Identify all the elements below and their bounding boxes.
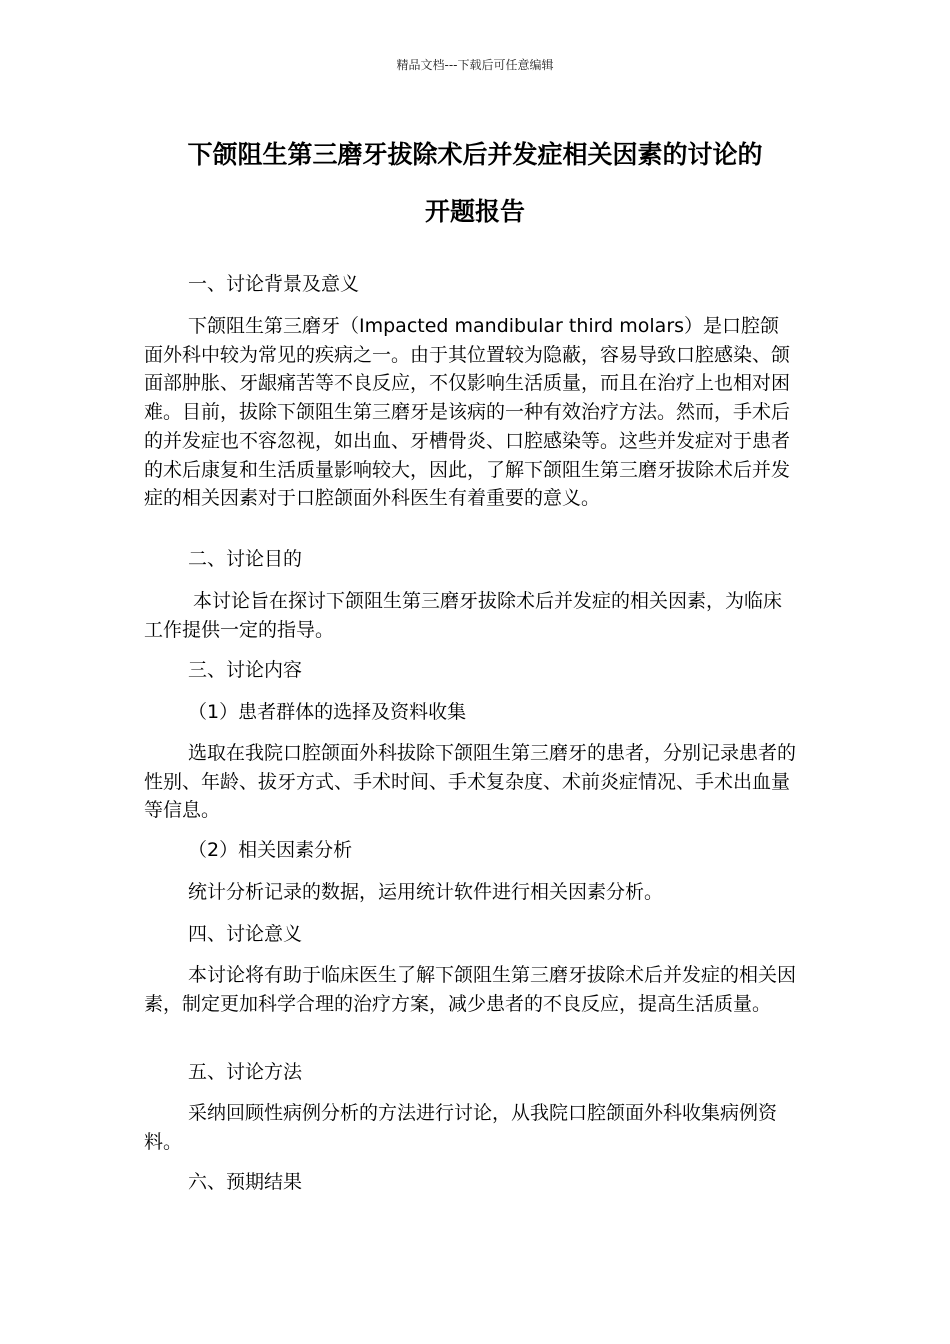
subsection-body-analysis: 统计分析记录的数据，运用统计软件进行相关因素分析。 xyxy=(188,881,664,903)
section-body-background: 下颌阻生第三磨牙（Impacted mandibular third molars）是口腔颌面外科中较为常见的疾病之一。由于其位置较为隐蔽，容易导致口腔感染、颌面部肿胀、牙龈痛苦等不良反应，不仅影响生活质量，而且在治疗上也相对困难。目前，拔除下颌阻生第三磨牙是该病的一种有效治疗方法。然而，手术后的并发症也不容忽视，如出血、牙槽骨炎、口腔感染等。这些并发症对于患者的术后康复和生活质量影响较大，因此，了解下颌阻生第三磨牙拔除术后并发症的相关因素对于口腔颌面外科医生有着重要的意义。 xyxy=(144,315,791,510)
section-body-purpose: 本讨论旨在探讨下颌阻生第三磨牙拔除术后并发症的相关因素，为临床工作提供一定的指导。 xyxy=(144,590,783,641)
section-body-significance: 本讨论将有助于临床医生了解下颌阻生第三磨牙拔除术后并发症的相关因素，制定更加科学合理的治疗方案，减少患者的不良反应，提高生活质量。 xyxy=(144,964,797,1015)
section-heading-background: 一、讨论背景及意义 xyxy=(188,273,360,295)
section-heading-method: 五、讨论方法 xyxy=(188,1061,303,1083)
section-body-method: 采纳回顾性病例分析的方法进行讨论，从我院口腔颌面外科收集病例资料。 xyxy=(144,1102,778,1153)
document-title-line2: 开题报告 xyxy=(424,197,525,226)
section-heading-content: 三、讨论内容 xyxy=(188,659,303,681)
section-heading-expected-results: 六、预期结果 xyxy=(188,1171,303,1193)
section-heading-purpose: 二、讨论目的 xyxy=(188,548,303,570)
subsection-heading-analysis: （2）相关因素分析 xyxy=(188,839,353,861)
page-header: 精品文档---下载后可任意编辑 xyxy=(396,58,554,72)
document-title-line1: 下颌阻生第三磨牙拔除术后并发症相关因素的讨论的 xyxy=(187,140,763,169)
subsection-body-patients: 选取在我院口腔颌面外科拔除下颌阻生第三磨牙的患者，分别记录患者的性别、年龄、拔牙方式、手术时间、手术复杂度、术前炎症情况、手术出血量等信息。 xyxy=(144,742,797,822)
subsection-heading-patients: （1）患者群体的选择及资料收集 xyxy=(188,701,467,723)
section-heading-significance: 四、讨论意义 xyxy=(188,923,303,945)
